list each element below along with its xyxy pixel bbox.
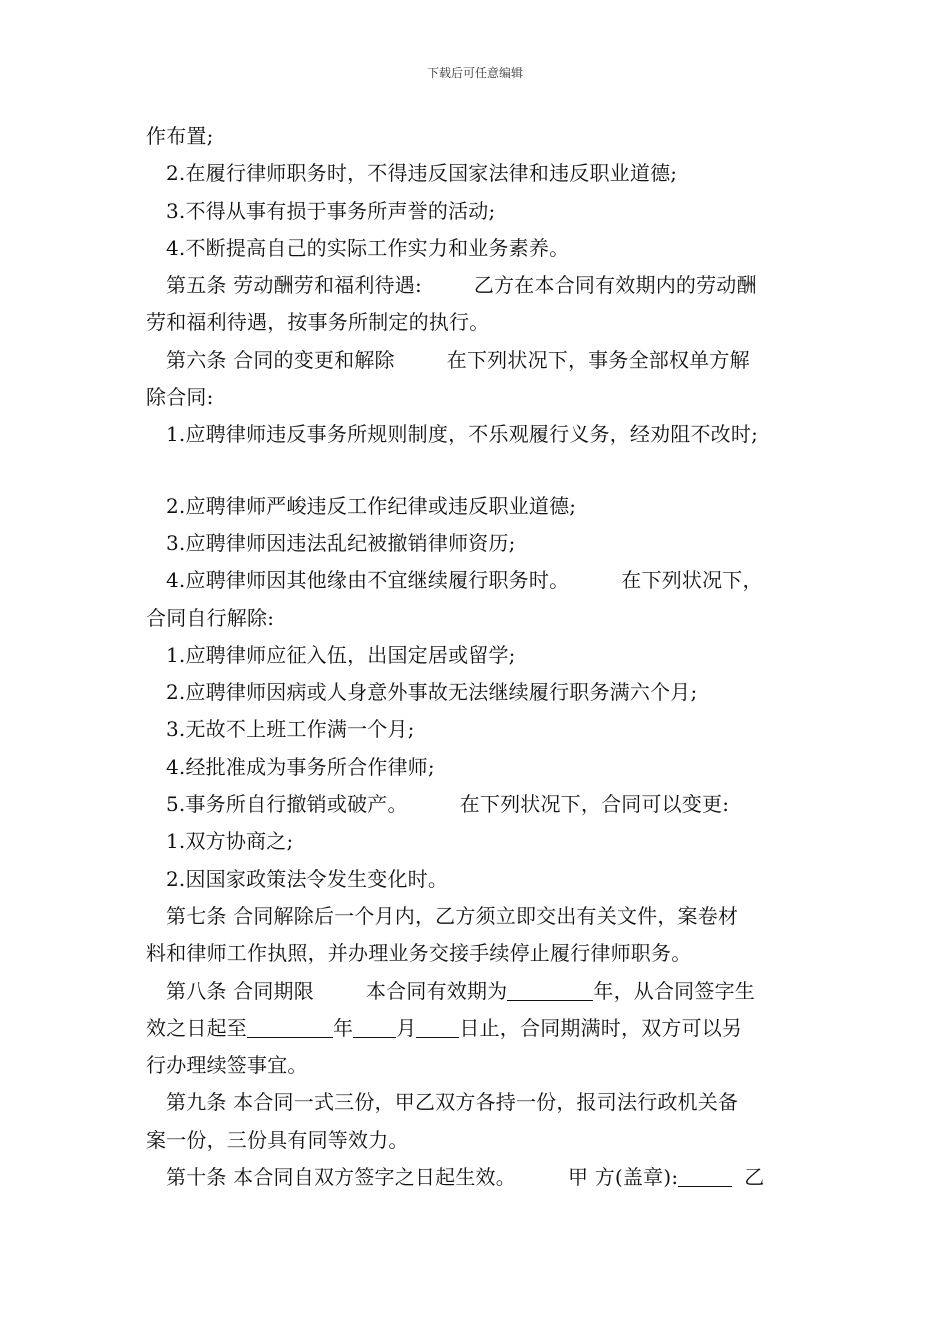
line-text: 劳和福利待遇，按事务所制定的执行。: [146, 310, 490, 335]
line-text: 作布置;: [146, 124, 214, 148]
line-text: 5.事务所自行撤销或破产。: [166, 792, 408, 817]
blank-line: [146, 454, 826, 488]
line-text: 4.不断提高自己的实际工作实力和业务素养。: [166, 235, 570, 260]
text-line: [146, 823, 826, 860]
text-line: [146, 1010, 826, 1047]
line-text: 月: [396, 1015, 417, 1040]
text-line: [146, 861, 826, 898]
line-text: 3.应聘律师因违法乱纪被撤销律师资历;: [166, 530, 516, 555]
article-5-heading: [146, 267, 826, 304]
line-text: 案一份，三份具有同等效力。: [146, 1127, 409, 1152]
text-line: [146, 118, 826, 155]
line-text: 第十条 本合同自双方签字之日起生效。: [166, 1165, 516, 1190]
line-text: 2.在履行律师职务时，不得违反国家法律和违反职业道德;: [166, 161, 678, 186]
line-text: 年，从合同签字生: [593, 978, 755, 1003]
line-text: 第八条 合同期限: [166, 978, 314, 1003]
line-text: 4.经批准成为事务所合作律师;: [166, 754, 435, 779]
line-text: 乙方在本合同有效期内的劳动酬: [473, 273, 757, 298]
text-line: [146, 193, 826, 230]
article-6-heading: [146, 342, 826, 379]
fill-in-blank[interactable]: [507, 980, 593, 1001]
line-text: 4.应聘律师因其他缘由不宜继续履行职务时。: [166, 568, 570, 593]
line-text: 日止，合同期满时，双方可以另: [459, 1015, 743, 1040]
line-text: 1.双方协商之;: [166, 829, 294, 854]
line-text: 1.应聘律师违反事务所规则制度，不乐观履行义务，经劝阻不改时;: [166, 422, 759, 447]
fill-in-blank[interactable]: [416, 1017, 459, 1038]
line-text: 2.应聘律师因病或人身意外事故无法继续履行职务满六个月;: [166, 680, 698, 705]
text-line: [146, 935, 826, 972]
text-line: [146, 637, 826, 674]
text-line: [146, 749, 826, 786]
text-line: [146, 230, 826, 267]
text-line: [146, 488, 826, 525]
line-text: 2.应聘律师严峻违反工作纪律或违反职业道德;: [166, 493, 577, 518]
text-line: [146, 379, 826, 416]
text-line: [146, 1122, 826, 1159]
article-8-heading: [146, 973, 826, 1010]
line-text: 料和律师工作执照，并办理业务交接手续停止履行律师职务。: [146, 941, 692, 966]
text-line: [146, 155, 826, 192]
line-text: 在下列状况下，合同可以变更:: [459, 792, 730, 817]
line-text: 本合同有效期为: [365, 978, 508, 1003]
line-text: 年: [333, 1015, 354, 1040]
text-line: [146, 786, 826, 823]
line-text: 第五条 劳动酬劳和福利待遇:: [166, 273, 422, 298]
page-header: 下载后可任意编辑: [426, 66, 523, 80]
text-line: [146, 525, 826, 562]
text-line: [146, 600, 826, 637]
line-text: 行办理续签事宜。: [146, 1053, 308, 1078]
line-text: 效之日起至: [146, 1015, 247, 1040]
line-text: 1.应聘律师应征入伍，出国定居或留学;: [166, 642, 516, 667]
text-line: [146, 562, 826, 599]
contract-body: [146, 118, 826, 1196]
text-line: [146, 304, 826, 341]
fill-in-blank[interactable]: [247, 1017, 333, 1038]
line-text: 3.无故不上班工作满一个月;: [166, 717, 415, 742]
line-text: 第七条 合同解除后一个月内，乙方须立即交出有关文件，案卷材: [166, 903, 739, 928]
article-9-heading: [146, 1084, 826, 1121]
line-text: 2.因国家政策法令发生变化时。: [166, 866, 449, 891]
article-7-heading: [146, 898, 826, 935]
line-text: 在下列状况下，: [621, 568, 763, 593]
fill-in-blank[interactable]: [353, 1017, 396, 1038]
line-text: 在下列状况下，事务全部权单方解: [446, 347, 750, 372]
line-text: 第六条 合同的变更和解除: [166, 347, 395, 372]
line-text: 乙: [744, 1165, 765, 1190]
text-line: [146, 674, 826, 711]
text-line: [146, 1047, 826, 1084]
article-10-heading: [146, 1159, 826, 1196]
line-text: 合同自行解除:: [146, 605, 275, 630]
text-line: [146, 711, 826, 748]
signature-blank[interactable]: [678, 1166, 732, 1187]
line-text: 甲 方(盖章):: [567, 1165, 679, 1190]
line-text: 除合同:: [146, 385, 214, 410]
text-line: [146, 416, 826, 453]
line-text: 第九条 本合同一式三份，甲乙双方各持一份，报司法行政机关备: [166, 1090, 739, 1115]
line-text: 3.不得从事有损于事务所声誉的活动;: [166, 198, 496, 223]
